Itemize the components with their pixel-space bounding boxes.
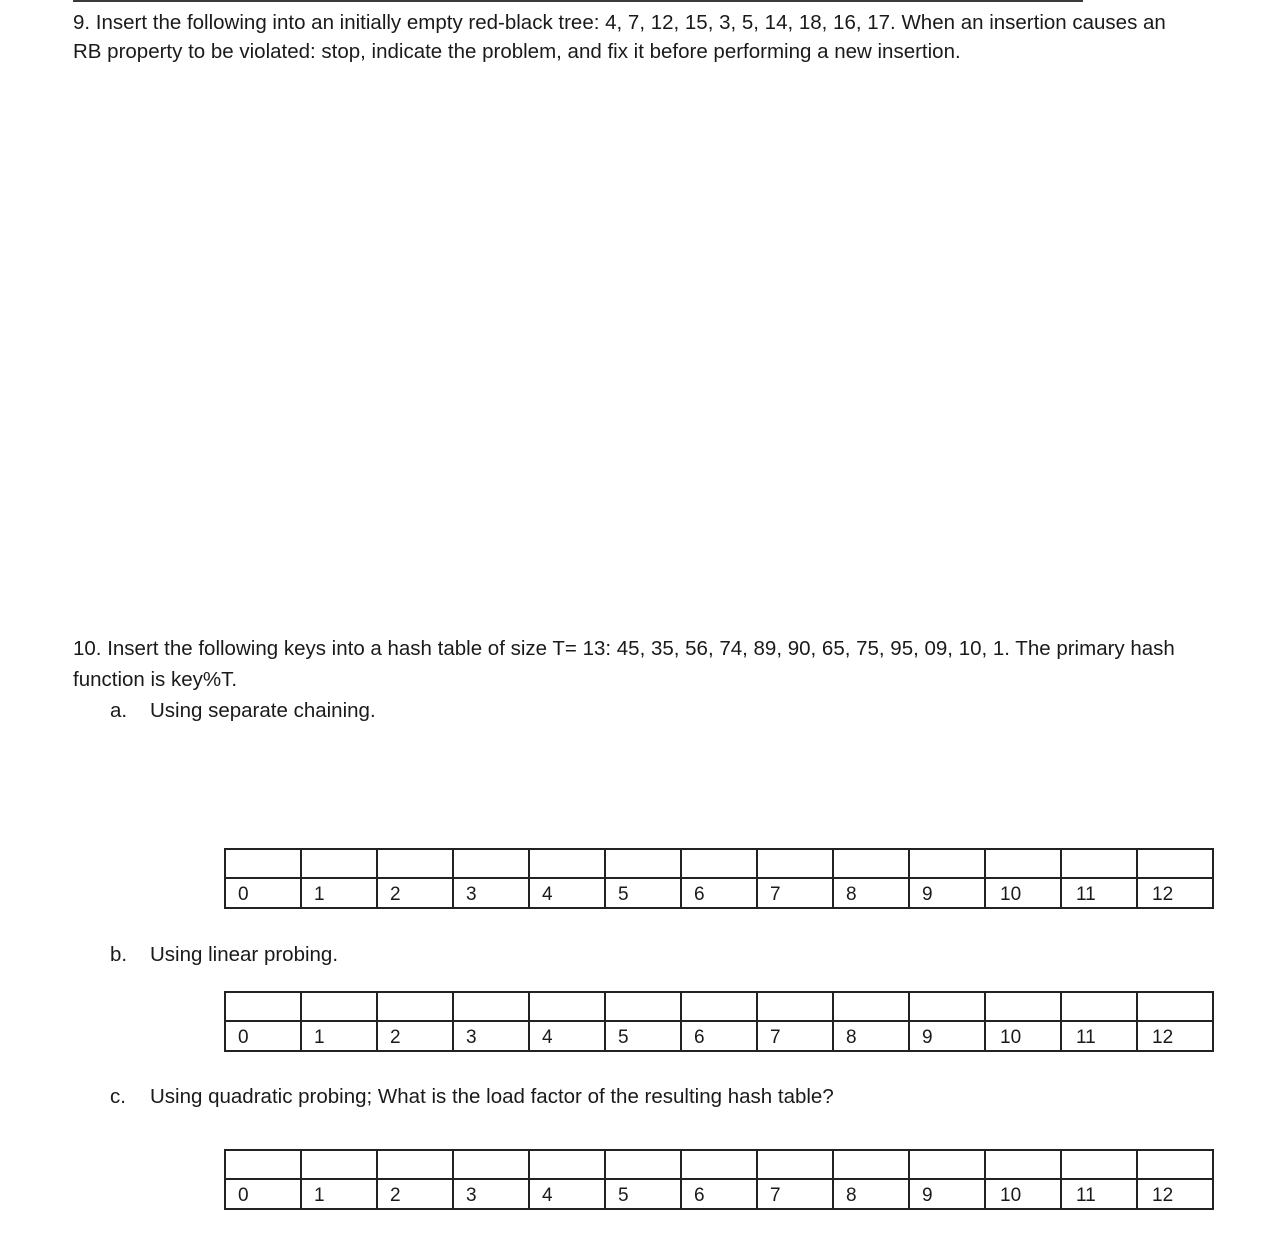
- slot-2[interactable]: [377, 1150, 453, 1179]
- index-label-3: 3: [466, 1027, 477, 1048]
- index-label-2: 2: [390, 884, 401, 905]
- index-label-7: 7: [770, 1027, 781, 1048]
- slot-11[interactable]: [1061, 992, 1137, 1021]
- index-label-6: 6: [694, 1027, 705, 1048]
- index-label-2: 2: [390, 1185, 401, 1206]
- slot-10[interactable]: [985, 1150, 1061, 1179]
- index-label-6: 6: [694, 1185, 705, 1206]
- index-label-11: 11: [1076, 884, 1096, 905]
- index-label-1: 1: [314, 1027, 325, 1048]
- slot-row: [225, 849, 1213, 878]
- question-9-line-2: RB property to be violated: stop, indicate the problem, and fix it before performing a new insertion.: [73, 40, 961, 63]
- slot-5[interactable]: [605, 992, 681, 1021]
- part-b-marker: b.: [110, 943, 128, 966]
- slot-5[interactable]: [605, 849, 681, 878]
- slot-4[interactable]: [529, 849, 605, 878]
- index-label-10: 10: [1000, 884, 1022, 905]
- question-9-line-1: 9. Insert the following into an initially empty red-black tree: 4, 7, 12, 15, 3, 5, 14, 18, 16, 17. When an insertion causes an: [73, 11, 1166, 34]
- index-label-4: 4: [542, 1027, 553, 1048]
- slot-4[interactable]: [529, 992, 605, 1021]
- index-label-9: 9: [922, 1185, 933, 1206]
- index-label-7: 7: [770, 884, 781, 905]
- index-label-11: 11: [1076, 1027, 1096, 1048]
- slot-8[interactable]: [833, 849, 909, 878]
- slot-10[interactable]: [985, 849, 1061, 878]
- slot-8[interactable]: [833, 1150, 909, 1179]
- index-label-3: 3: [466, 884, 477, 905]
- hash-table-separate-chaining: [224, 848, 1214, 909]
- slot-3[interactable]: [453, 1150, 529, 1179]
- index-label-0: 0: [238, 884, 249, 905]
- index-label-9: 9: [922, 1027, 933, 1048]
- index-label-8: 8: [846, 884, 857, 905]
- index-label-0: 0: [238, 1027, 249, 1048]
- slot-3[interactable]: [453, 849, 529, 878]
- slot-4[interactable]: [529, 1150, 605, 1179]
- slot-7[interactable]: [757, 849, 833, 878]
- question-10-line-2: function is key%T.: [73, 668, 238, 691]
- index-label-7: 7: [770, 1185, 781, 1206]
- slot-5[interactable]: [605, 1150, 681, 1179]
- index-label-0: 0: [238, 1185, 249, 1206]
- slot-10[interactable]: [985, 992, 1061, 1021]
- slot-0[interactable]: [225, 1150, 301, 1179]
- slot-9[interactable]: [909, 992, 985, 1021]
- question-10-line-1: 10. Insert the following keys into a hash table of size T= 13: 45, 35, 56, 74, 89, 90, 65, 75, 95, 09, 10, 1. The primary hash: [73, 637, 1175, 660]
- index-label-10: 10: [1000, 1185, 1022, 1206]
- slot-12[interactable]: [1137, 992, 1213, 1021]
- slot-9[interactable]: [909, 849, 985, 878]
- slot-11[interactable]: [1061, 849, 1137, 878]
- top-rule: [73, 0, 1083, 2]
- index-row: [225, 878, 1213, 908]
- slot-1[interactable]: [301, 1150, 377, 1179]
- slot-12[interactable]: [1137, 1150, 1213, 1179]
- slot-row: [225, 992, 1213, 1021]
- index-label-8: 8: [846, 1027, 857, 1048]
- slot-7[interactable]: [757, 992, 833, 1021]
- slot-8[interactable]: [833, 992, 909, 1021]
- part-b-text: Using linear probing.: [150, 943, 339, 966]
- slot-row: [225, 1150, 1213, 1179]
- index-label-4: 4: [542, 884, 553, 905]
- index-label-5: 5: [618, 1185, 629, 1206]
- slot-9[interactable]: [909, 1150, 985, 1179]
- slot-6[interactable]: [681, 1150, 757, 1179]
- slot-0[interactable]: [225, 849, 301, 878]
- index-label-12: 12: [1152, 1185, 1174, 1206]
- slot-7[interactable]: [757, 1150, 833, 1179]
- index-label-1: 1: [314, 1185, 325, 1206]
- index-label-8: 8: [846, 1185, 857, 1206]
- index-label-10: 10: [1000, 1027, 1022, 1048]
- index-row: [225, 1021, 1213, 1051]
- index-label-9: 9: [922, 884, 933, 905]
- index-label-1: 1: [314, 884, 325, 905]
- slot-6[interactable]: [681, 992, 757, 1021]
- index-label-4: 4: [542, 1185, 553, 1206]
- index-label-3: 3: [466, 1185, 477, 1206]
- part-c-marker: c.: [110, 1085, 126, 1108]
- slot-11[interactable]: [1061, 1150, 1137, 1179]
- slot-2[interactable]: [377, 849, 453, 878]
- slot-2[interactable]: [377, 992, 453, 1021]
- index-label-6: 6: [694, 884, 705, 905]
- index-label-2: 2: [390, 1027, 401, 1048]
- slot-1[interactable]: [301, 849, 377, 878]
- index-label-5: 5: [618, 884, 629, 905]
- part-a-marker: a.: [110, 699, 128, 722]
- slot-6[interactable]: [681, 849, 757, 878]
- hash-table-quadratic-probing: [224, 1149, 1214, 1210]
- slot-1[interactable]: [301, 992, 377, 1021]
- slot-0[interactable]: [225, 992, 301, 1021]
- part-c-text: Using quadratic probing; What is the load factor of the resulting hash table?: [150, 1085, 834, 1108]
- slot-12[interactable]: [1137, 849, 1213, 878]
- hash-table-linear-probing: [224, 991, 1214, 1052]
- index-label-12: 12: [1152, 884, 1174, 905]
- index-label-12: 12: [1152, 1027, 1174, 1048]
- part-a-text: Using separate chaining.: [150, 699, 376, 722]
- index-row: [225, 1179, 1213, 1209]
- index-label-11: 11: [1076, 1185, 1096, 1206]
- index-label-5: 5: [618, 1027, 629, 1048]
- slot-3[interactable]: [453, 992, 529, 1021]
